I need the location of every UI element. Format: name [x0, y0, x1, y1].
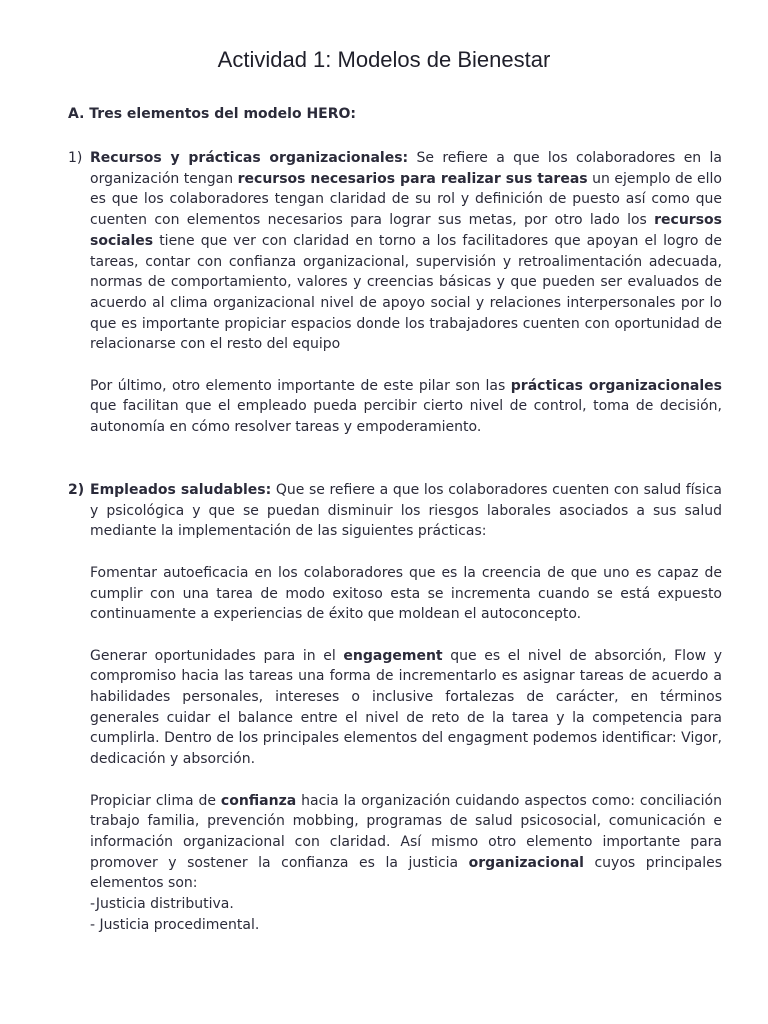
bold-term: Recursos y prácticas organizacionales: — [90, 150, 409, 166]
text-run: Que se refiere a que los colaboradores cuenten con salud física y psicológica y que se puedan disminuir los riesgos laborales asociados a sus salud mediante la implementación de las siguientes prácticas: — [90, 482, 722, 540]
text-run: que es el nivel de absorción, Flow y compromiso hacia las tareas una forma de incrementarlo es asignar tareas de acuerdo a habilidades personales, intereses o inclusive fortalezas de carácter, en términos generales cuidar el balance entre el nivel de reto de la tarea y la competencia para cumplirla. Dentro de los principales elementos del engagment podemos identificar: Vigor, dedicación y absorción. — [90, 647, 722, 768]
text-run: que facilitan que el empleado pueda percibir cierto nivel de control, toma de decisión, autonomía en cómo resolver tareas y empoderamiento. — [90, 398, 722, 436]
item-number: 2) — [68, 482, 85, 498]
bold-term: recursos sociales — [90, 212, 722, 249]
text-run: Generar oportunidades para in el — [90, 647, 344, 664]
section-heading: A. Tres elementos del modelo HERO: — [68, 106, 357, 122]
paragraph — [90, 376, 722, 438]
text-run: Fomentar autoeficacia en los colaboradores que es la creencia de que uno es capaz de cumplir con una tarea de modo exitoso esta se incrementa cuando se está expuesto continuamente a experiencias de éxito que moldean el autoconcepto. — [90, 564, 722, 623]
list-line: - Justicia procedimental. — [90, 916, 260, 933]
text-run: Propiciar clima de — [90, 792, 221, 809]
bold-term: organizacional — [468, 854, 584, 871]
document-title: Actividad 1: Modelos de Bienestar — [217, 47, 551, 72]
text-run: tiene que ver con claridad en torno a los facilitadores que apoyan el logro de tareas, contar con confianza organizacional, supervisión y retroalimentación adecuada, normas de comportamiento, valores y creencias básicas y que pueden ser evaluados de acuerdo al clima organizacional nivel de apoyo social y relaciones interpersonales por lo que es importante propiciar espacios donde los trabajadores cuenten con oportunidad de relacionarse con el resto del equipo — [90, 232, 722, 353]
bold-term: engagement — [343, 647, 443, 664]
item-number: 1) — [68, 150, 83, 166]
bold-term: confianza — [220, 792, 297, 809]
text-run: Se refiere a que los colaboradores en la organización tengan — [90, 150, 722, 187]
bold-term: prácticas organizacionales — [510, 377, 722, 394]
item-body — [90, 480, 722, 935]
paragraph — [90, 646, 722, 770]
paragraph — [90, 480, 722, 542]
text-run: hacia la organización cuidando aspectos como: conciliación trabajo familia, prevención mobbing, programas de salud psicosocial, comunicación e información organizacional con claridad. Así mismo otro elemento importante para promover y sostener la confianza es la justicia — [90, 792, 722, 871]
bold-term: Empleados saludables: — [90, 482, 272, 498]
list-line: -Justicia distributiva. — [90, 896, 234, 913]
paragraph — [90, 148, 722, 355]
text-run: un ejemplo de ello es que los colaboradores tengan claridad de su rol y definición de puesto así como que cuenten con elementos necesarios para lograr sus metas, por otro lado los — [90, 170, 722, 229]
item-body — [90, 148, 722, 438]
paragraph — [90, 791, 722, 895]
bold-term: recursos necesarios para realizar sus tareas — [237, 170, 588, 187]
text-run: Por último, otro elemento importante de este pilar son las — [90, 377, 511, 394]
paragraph — [90, 563, 722, 625]
text-run: cuyos principales elementos son: — [90, 854, 722, 892]
